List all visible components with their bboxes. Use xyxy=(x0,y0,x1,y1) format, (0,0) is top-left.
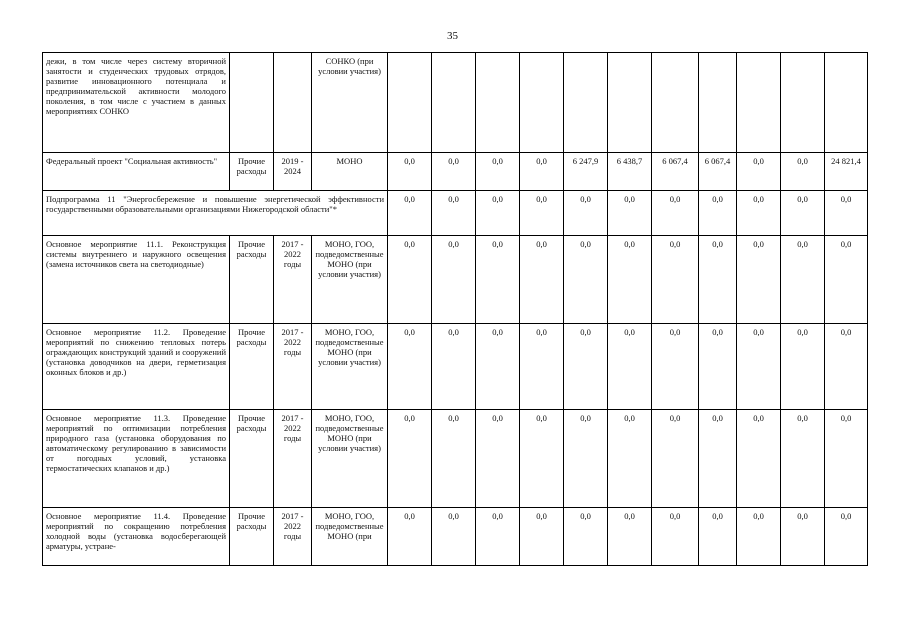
value-cell: 0,0 xyxy=(652,508,699,566)
value-cell: 0,0 xyxy=(432,236,476,324)
value-cell: 0,0 xyxy=(476,324,520,410)
value-cell: 0,0 xyxy=(652,324,699,410)
value-cell: 0,0 xyxy=(781,508,825,566)
value-cell xyxy=(825,53,868,153)
value-cell: 0,0 xyxy=(432,410,476,508)
value-cell: 0,0 xyxy=(520,191,564,236)
period-cell: 2017 - 2022 годы xyxy=(274,508,312,566)
value-cell: 0,0 xyxy=(388,324,432,410)
value-cell: 0,0 xyxy=(476,410,520,508)
value-cell: 0,0 xyxy=(564,324,608,410)
value-cell: 0,0 xyxy=(564,508,608,566)
value-cell: 6 067,4 xyxy=(652,153,699,191)
period-cell xyxy=(274,53,312,153)
value-cell: 0,0 xyxy=(781,236,825,324)
value-cell: 0,0 xyxy=(388,236,432,324)
value-cell: 0,0 xyxy=(699,236,737,324)
period-cell: 2019 - 2024 xyxy=(274,153,312,191)
value-cell: 0,0 xyxy=(825,508,868,566)
value-cell xyxy=(699,53,737,153)
value-cell: 0,0 xyxy=(781,410,825,508)
measure-name-cell: дежи, в том числе через систему вторичной занятости и студенческих трудовых отрядов, развитие инновационного потенциала и предпринимательской активности молодого поколения, в том числе с участием в данных мероприятиях СОНКО xyxy=(43,53,230,153)
table-row xyxy=(43,410,868,508)
value-cell: 0,0 xyxy=(608,236,652,324)
value-cell xyxy=(781,53,825,153)
expense-type-cell xyxy=(230,53,274,153)
table-row xyxy=(43,191,868,236)
value-cell: 0,0 xyxy=(432,508,476,566)
budget-table xyxy=(42,52,868,566)
value-cell: 0,0 xyxy=(388,191,432,236)
value-cell: 0,0 xyxy=(781,153,825,191)
value-cell: 0,0 xyxy=(608,324,652,410)
value-cell: 6 438,7 xyxy=(608,153,652,191)
value-cell: 0,0 xyxy=(520,236,564,324)
value-cell: 0,0 xyxy=(520,410,564,508)
value-cell: 0,0 xyxy=(652,236,699,324)
value-cell: 0,0 xyxy=(781,324,825,410)
table-row xyxy=(43,153,868,191)
value-cell xyxy=(476,53,520,153)
executor-cell: МОНО, ГОО, подведомственные МОНО (при условии участия) xyxy=(312,324,388,410)
value-cell: 0,0 xyxy=(520,153,564,191)
value-cell xyxy=(652,53,699,153)
period-cell: 2017 - 2022 годы xyxy=(274,410,312,508)
value-cell: 0,0 xyxy=(737,153,781,191)
value-cell: 0,0 xyxy=(388,508,432,566)
value-cell: 0,0 xyxy=(825,236,868,324)
value-cell: 0,0 xyxy=(476,236,520,324)
value-cell: 0,0 xyxy=(737,324,781,410)
value-cell: 0,0 xyxy=(699,324,737,410)
value-cell: 0,0 xyxy=(432,324,476,410)
subprogram-name-cell: Подпрограмма 11 "Энергосбережение и повышение энергетической эффективности государственными образовательными организациями Нижегородской области"* xyxy=(43,191,388,236)
value-cell: 0,0 xyxy=(564,191,608,236)
value-cell: 0,0 xyxy=(652,410,699,508)
value-cell: 6 247,9 xyxy=(564,153,608,191)
expense-type-cell: Прочие расходы xyxy=(230,324,274,410)
period-cell: 2017 - 2022 годы xyxy=(274,236,312,324)
value-cell xyxy=(520,53,564,153)
expense-type-cell: Прочие расходы xyxy=(230,410,274,508)
value-cell: 0,0 xyxy=(608,191,652,236)
period-cell: 2017 - 2022 годы xyxy=(274,324,312,410)
measure-name-cell: Основное мероприятие 11.2. Проведение мероприятий по снижению тепловых потерь ограждающих конструкций зданий и сооружений (установка доводчиков на двери, герметизация оконных блоков и др.) xyxy=(43,324,230,410)
value-cell: 0,0 xyxy=(608,508,652,566)
table-row xyxy=(43,53,868,153)
value-cell: 0,0 xyxy=(432,191,476,236)
value-cell: 0,0 xyxy=(476,153,520,191)
value-cell: 0,0 xyxy=(737,236,781,324)
executor-cell: МОНО xyxy=(312,153,388,191)
value-cell xyxy=(564,53,608,153)
measure-name-cell: Основное мероприятие 11.3. Проведение мероприятий по оптимизации потребления природного газа (установка оборудования по автоматическому регулированию в зависимости от погодных условий, установка термостатических клапанов и др.) xyxy=(43,410,230,508)
value-cell: 0,0 xyxy=(737,191,781,236)
value-cell: 6 067,4 xyxy=(699,153,737,191)
table-row xyxy=(43,324,868,410)
measure-name-cell: Федеральный проект "Социальная активность" xyxy=(43,153,230,191)
expense-type-cell: Прочие расходы xyxy=(230,236,274,324)
value-cell: 0,0 xyxy=(432,153,476,191)
value-cell: 0,0 xyxy=(699,508,737,566)
table-row xyxy=(43,508,868,566)
value-cell: 0,0 xyxy=(388,153,432,191)
table-body xyxy=(43,53,868,566)
value-cell: 0,0 xyxy=(476,508,520,566)
measure-name-cell: Основное мероприятие 11.4. Проведение мероприятий по сокращению потребления холодной воды (установка водосберегающей арматуры, устране- xyxy=(43,508,230,566)
executor-cell: МОНО, ГОО, подведомственные МОНО (при xyxy=(312,508,388,566)
expense-type-cell: Прочие расходы xyxy=(230,153,274,191)
value-cell: 0,0 xyxy=(781,191,825,236)
value-cell xyxy=(737,53,781,153)
table-row xyxy=(43,236,868,324)
value-cell xyxy=(608,53,652,153)
value-cell: 0,0 xyxy=(699,191,737,236)
value-cell: 0,0 xyxy=(699,410,737,508)
value-cell: 0,0 xyxy=(652,191,699,236)
value-cell: 0,0 xyxy=(825,191,868,236)
value-cell: 0,0 xyxy=(476,191,520,236)
value-cell: 0,0 xyxy=(825,410,868,508)
value-cell: 24 821,4 xyxy=(825,153,868,191)
page-number: 35 xyxy=(447,30,458,42)
value-cell: 0,0 xyxy=(737,508,781,566)
value-cell: 0,0 xyxy=(520,508,564,566)
value-cell: 0,0 xyxy=(737,410,781,508)
expense-type-cell: Прочие расходы xyxy=(230,508,274,566)
executor-cell: СОНКО (при условии участия) xyxy=(312,53,388,153)
measure-name-cell: Основное мероприятие 11.1. Реконструкция системы внутреннего и наружного освещения (замена источников света на светодиодные) xyxy=(43,236,230,324)
value-cell: 0,0 xyxy=(608,410,652,508)
value-cell: 0,0 xyxy=(520,324,564,410)
value-cell xyxy=(388,53,432,153)
executor-cell: МОНО, ГОО, подведомственные МОНО (при условии участия) xyxy=(312,236,388,324)
executor-cell: МОНО, ГОО, подведомственные МОНО (при условии участия) xyxy=(312,410,388,508)
value-cell: 0,0 xyxy=(564,410,608,508)
value-cell: 0,0 xyxy=(388,410,432,508)
value-cell: 0,0 xyxy=(564,236,608,324)
value-cell: 0,0 xyxy=(825,324,868,410)
value-cell xyxy=(432,53,476,153)
